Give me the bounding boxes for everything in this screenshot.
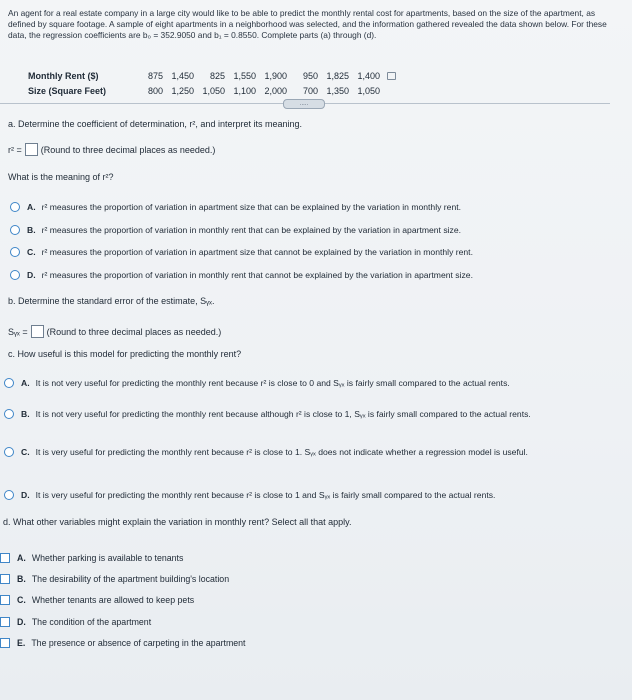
table-row [28,83,396,98]
table-cell: 1,450 [171,70,194,81]
part-a-option-b[interactable] [10,225,461,235]
part-a-option-c[interactable] [10,247,473,257]
option-text: It is very useful for predicting the monthly rent because r² is close to 1. Sᵧₓ does not indicate whether a regression model is useful. [35,447,528,457]
option-text: r² measures the proportion of variation in monthly rent that can be explained by the variation in apartment size. [41,225,462,235]
option-text: Whether tenants are allowed to keep pets [31,595,195,605]
r2-hint: (Round to three decimal places as needed.) [40,144,216,155]
radio-button[interactable] [10,247,20,257]
option-text: r² measures the proportion of variation in apartment size that can be explained by the variation in monthly rent. [41,202,462,212]
radio-button[interactable] [4,378,14,388]
table-cell: 1,350 [326,85,349,96]
syx-hint: (Round to three decimal places as needed.) [46,326,222,337]
option-text: The desirability of the apartment building's location [31,574,230,584]
syx-answer-row [8,325,221,338]
table-cell: 825 [209,70,225,81]
problem-statement: An agent for a real estate company in a large city would like to be able to predict the monthly rental cost for apartments, based on the size of the apartment, as defined by square footage. A sample of eight apartments in a neighborhood was selected, and the information gathered revealed the data shown below. For these data, the regression coefficients are b₀ = 352.9050 and b₁ = 0.8550. Complete parts (a) through (d). [8,8,607,40]
part-d-option-e[interactable] [0,638,246,648]
checkbox[interactable] [0,574,10,584]
r2-answer-row [8,143,215,156]
table-cell: 700 [302,85,318,96]
radio-button[interactable] [10,225,20,235]
option-text: r² measures the proportion of variation in monthly rent that cannot be explained by the variation in apartment size. [41,270,473,280]
option-text: Whether parking is available to tenants [31,553,184,563]
table-cell: 1,550 [233,70,256,81]
option-text: The presence or absence of carpeting in the apartment [31,638,246,648]
option-letter: D. [21,490,30,500]
copy-data-icon[interactable] [387,72,396,80]
option-letter: C. [27,247,36,257]
table-cell: 1,825 [326,70,349,81]
part-c-question: c. How useful is this model for predicting the monthly rent? [8,349,242,359]
part-a-option-d[interactable] [10,270,473,280]
table-cell: 800 [147,85,163,96]
table-cell: 2,000 [264,85,287,96]
option-letter: C. [21,447,30,457]
option-text: It is very useful for predicting the monthly rent because r² is close to 1 and Sᵧₓ is fairly small compared to the actual rents. [35,490,496,500]
table-cell: 1,050 [357,85,380,96]
table-cell: 1,050 [202,85,225,96]
rent-row-label: Monthly Rent ($) [28,70,99,81]
option-letter: A. [21,378,30,388]
r2-input[interactable] [25,143,38,156]
table-cell: 1,250 [171,85,194,96]
part-d-option-c[interactable] [0,595,194,605]
part-d-option-d[interactable] [0,617,151,627]
part-b-question: b. Determine the standard error of the estimate, Sᵧₓ. [8,296,215,306]
part-c-option-d[interactable] [4,489,616,501]
option-letter: C. [17,595,26,605]
radio-button[interactable] [10,202,20,212]
syx-label: Sᵧₓ = [8,326,28,337]
option-letter: D. [17,617,26,627]
table-cell: 1,100 [233,85,256,96]
part-c-option-b[interactable] [4,408,616,420]
size-row-label: Size (Square Feet) [28,85,107,96]
option-letter: B. [21,409,30,419]
option-text: It is not very useful for predicting the monthly rent because r² is close to 0 and Sᵧₓ is fairly small compared to the actual rents. [35,378,510,388]
part-d-option-a[interactable] [0,553,183,563]
meaning-question: What is the meaning of r²? [8,172,114,182]
option-letter: B. [17,574,26,584]
checkbox[interactable] [0,638,10,648]
option-text: The condition of the apartment [31,617,152,627]
table-row [28,68,396,83]
table-cell: 1,900 [264,70,287,81]
radio-button[interactable] [4,447,14,457]
option-letter: D. [27,270,36,280]
radio-button[interactable] [4,409,14,419]
checkbox[interactable] [0,617,10,627]
part-c-option-c[interactable] [4,446,616,458]
part-c-option-a[interactable] [4,377,616,389]
syx-input[interactable] [31,325,44,338]
data-table [28,68,396,98]
checkbox[interactable] [0,595,10,605]
r2-label: r² = [8,144,22,155]
option-text: It is not very useful for predicting the monthly rent because although r² is close to 1, Sᵧₓ is fairly small compared to the actual rents. [35,409,531,419]
table-cell: 1,400 [357,70,380,81]
radio-button[interactable] [10,270,20,280]
part-d-option-b[interactable] [0,574,229,584]
option-letter: E. [17,638,26,648]
table-cell: 875 [147,70,163,81]
option-letter: A. [27,202,36,212]
part-d-question: d. What other variables might explain the variation in monthly rent? Select all that apply. [3,517,352,527]
expand-button[interactable]: ..... [283,99,325,109]
option-text: r² measures the proportion of variation in apartment size that cannot be explained by the variation in monthly rent. [41,247,473,257]
checkbox[interactable] [0,553,10,563]
part-a-question: a. Determine the coefficient of determination, r², and interpret its meaning. [8,119,302,129]
part-a-option-a[interactable] [10,202,461,212]
radio-button[interactable] [4,490,14,500]
option-letter: A. [17,553,26,563]
option-letter: B. [27,225,36,235]
table-cell: 950 [302,70,318,81]
